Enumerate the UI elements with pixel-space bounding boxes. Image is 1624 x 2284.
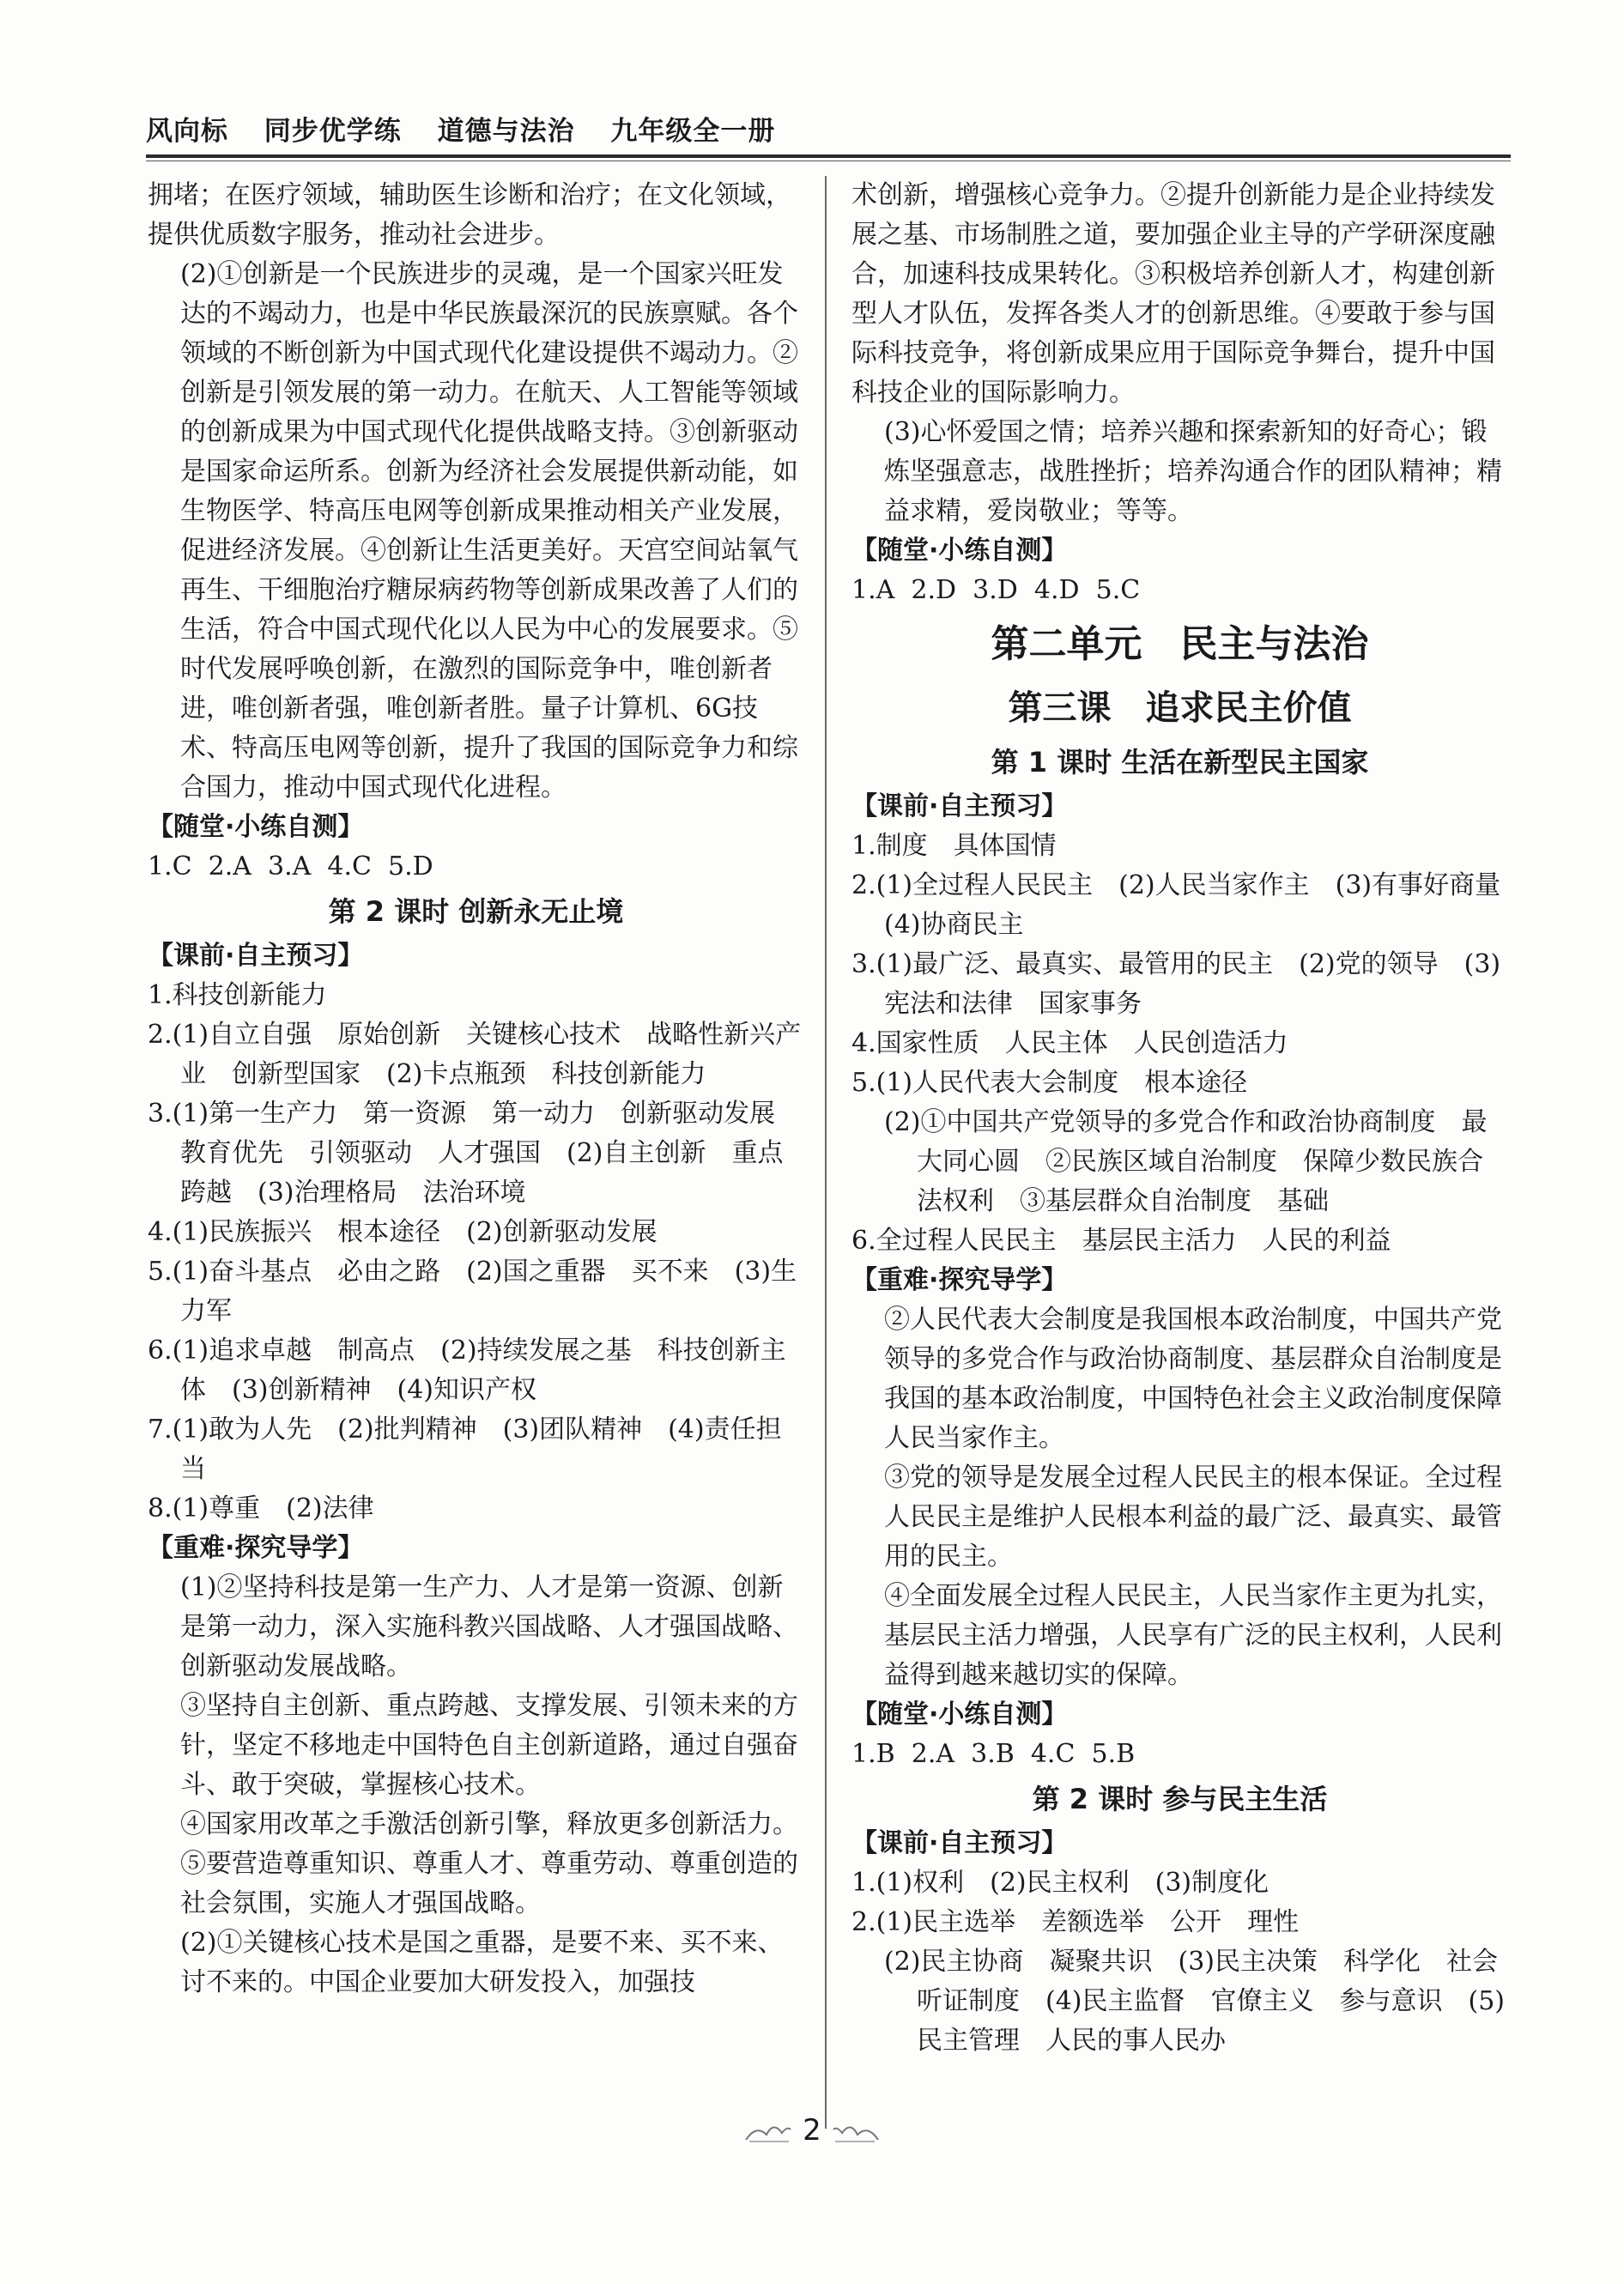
paragraph: ③党的领导是发展全过程人民民主的根本保证。全过程人民民主是维护人民根本利益的最广泛、最真实、最管用的民主。	[884, 1463, 1502, 1572]
section-heading: 【课前·自主预习】	[851, 791, 1068, 821]
paragraph: ⑤要营造尊重知识、尊重人才、尊重劳动、尊重创造的社会氛围，实施人才强国战略。	[180, 1849, 798, 1918]
header-series: 同步优学练	[264, 116, 402, 147]
running-header	[146, 110, 1511, 153]
wave-ornament-left-icon	[744, 2117, 792, 2143]
paragraph: (2)①关键核心技术是国之重器，是要不来、买不来、讨不来的。中国企业要加大研发投入，加强技	[180, 1928, 784, 1997]
list-item: 1.(1)权利 (2)民主权利 (3)制度化	[851, 1868, 1270, 1898]
answer-key: 1.A 2.D 3.D 4.D 5.C	[851, 575, 1141, 605]
page-footer	[726, 2105, 898, 2156]
header-grade: 九年级全一册	[610, 116, 776, 147]
section-heading: 【课前·自主预习】	[148, 941, 364, 971]
paragraph: 术创新，增强核心竞争力。②提升创新能力是企业持续发展之基、市场制胜之道，要加强企业主导的产学研深度融合，加速科技成果转化。③积极培养创新人才，构建创新型人才队伍，发挥各类人才的创新思维。④要敢于参与国际科技竞争，将创新成果应用于国际竞争舞台，提升中国科技企业的国际影响力。	[851, 180, 1495, 408]
list-item: 2.(1)自立自强 原始创新 关键核心技术 战略性新兴产业 创新型国家 (2)卡点瓶颈 科技创新能力	[148, 1020, 802, 1089]
paragraph: ④全面发展全过程人民民主，人民当家作主更为扎实，基层民主活力增强，人民享有广泛的民主权利，人民利益得到越来越切实的保障。	[884, 1581, 1502, 1690]
list-item: 4.(1)民族振兴 根本途径 (2)创新驱动发展	[148, 1217, 657, 1247]
paragraph: 拥堵；在医疗领域，辅助医生诊断和治疗；在文化领域，提供优质数字服务，推动社会进步。	[148, 180, 791, 250]
list-item: 3.(1)最广泛、最真实、最管用的民主 (2)党的领导 (3)宪法和法律 国家事务	[851, 949, 1501, 1019]
section-heading: 【重难·探究导学】	[851, 1265, 1068, 1295]
list-item: 8.(1)尊重 (2)法律	[148, 1493, 374, 1524]
answer-key: 1.B 2.A 3.B 4.C 5.B	[851, 1739, 1136, 1769]
paragraph: ②人民代表大会制度是我国根本政治制度，中国共产党领导的多党合作与政治协商制度、基层群众自治制度是我国的基本政治制度，中国特色社会主义政治制度保障人民当家作主。	[884, 1305, 1502, 1453]
list-item: (2)民主协商 凝聚共识 (3)民主决策 科学化 社会听证制度 (4)民主监督 官僚主义 参与意识 (5)民主管理 人民的事人民办	[884, 1947, 1505, 2056]
course-title: 第三课 追求民主价值	[1008, 688, 1352, 728]
right-column	[851, 176, 1527, 2061]
column-divider	[825, 176, 827, 2129]
section-heading: 【课前·自主预习】	[851, 1828, 1068, 1858]
list-item: 6.全过程人民民主 基层民主活力 人民的利益	[851, 1226, 1391, 1256]
list-item: 5.(1)人民代表大会制度 根本途径	[851, 1068, 1248, 1098]
list-item: 3.(1)第一生产力 第一资源 第一动力 创新驱动发展 教育优先 引领驱动 人才强国 (2)自主创新 重点跨越 (3)治理格局 法治环境	[148, 1099, 802, 1208]
section-heading: 【随堂·小练自测】	[851, 536, 1068, 566]
paragraph: (3)心怀爱国之情；培养兴趣和探索新知的好奇心；锻炼坚强意志，战胜挫折；培养沟通合作的团队精神；精益求精，爱岗敬业；等等。	[884, 417, 1502, 526]
paragraph: (1)②坚持科技是第一生产力、人才是第一资源、创新是第一动力，深入实施科教兴国战略、人才强国战略、创新驱动发展战略。	[180, 1572, 798, 1681]
section-heading: 【随堂·小练自测】	[148, 812, 364, 842]
wave-ornament-right-icon	[832, 2117, 880, 2143]
lesson-title: 第 1 课时 生活在新型民主国家	[991, 746, 1369, 778]
list-item: 2.(1)全过程人民民主 (2)人民当家作主 (3)有事好商量 (4)协商民主	[851, 870, 1527, 940]
header-brand: 风向标	[146, 116, 228, 147]
header-rule	[146, 154, 1511, 158]
header-subject: 道德与法治	[437, 116, 575, 147]
list-item: 4.国家性质 人民主体 人民创造活力	[851, 1028, 1288, 1058]
lesson-title: 第 2 课时 创新永无止境	[328, 895, 624, 928]
list-item: 6.(1)追求卓越 制高点 (2)持续发展之基 科技创新主体 (3)创新精神 (4)知识产权	[148, 1336, 786, 1405]
paragraph: (2)①创新是一个民族进步的灵魂，是一个国家兴旺发达的不竭动力，也是中华民族最深沉的民族禀赋。各个领域的不断创新为中国式现代化建设提供不竭动力。②创新是引领发展的第一动力。在航天、人工智能等领域的创新成果为中国式现代化提供战略支持。③创新驱动是国家命运所系。创新为经济社会发展提供新动能，如生物医学、特高压电网等创新成果推动相关产业发展，促进经济发展。④创新让生活更美好。天宫空间站氧气再生、干细胞治疗糖尿病药物等创新成果改善了人们的生活，符合中国式现代化以人民为中心的发展要求。⑤时代发展呼唤创新，在激烈的国际竞争中，唯创新者进，唯创新者强，唯创新者胜。量子计算机、6G技术、特高压电网等创新，提升了我国的国际竞争力和综合国力，推动中国式现代化进程。	[180, 259, 798, 803]
list-item: 7.(1)敢为人先 (2)批判精神 (3)团队精神 (4)责任担当	[148, 1415, 782, 1484]
lesson-title: 第 2 课时 参与民主生活	[1032, 1783, 1328, 1815]
list-item: 5.(1)奋斗基点 必由之路 (2)国之重器 买不来 (3)生力军	[148, 1257, 797, 1326]
page-number: 2	[803, 2113, 821, 2148]
paragraph: ③坚持自主创新、重点跨越、支撑发展、引领未来的方针，坚定不移地走中国特色自主创新道路，通过自强奋斗、敢于突破，掌握核心技术。	[180, 1691, 798, 1800]
section-heading: 【随堂·小练自测】	[851, 1699, 1068, 1730]
list-item: 1.制度 具体国情	[851, 831, 1057, 861]
list-item: 2.(1)民主选举 差额选举 公开 理性	[851, 1907, 1300, 1937]
list-item: 1.科技创新能力	[148, 980, 327, 1010]
section-heading: 【重难·探究导学】	[148, 1533, 364, 1563]
paragraph: ④国家用改革之手激活创新引擎，释放更多创新活力。	[180, 1809, 798, 1839]
unit-title: 第二单元 民主与法治	[991, 622, 1369, 666]
left-column	[148, 176, 804, 2002]
answer-key: 1.C 2.A 3.A 4.C 5.D	[148, 851, 433, 881]
list-item: (2)①中国共产党领导的多党合作和政治协商制度 最大同心圆 ②民族区域自治制度 保障少数民族合法权利 ③基层群众自治制度 基础	[884, 1107, 1488, 1216]
